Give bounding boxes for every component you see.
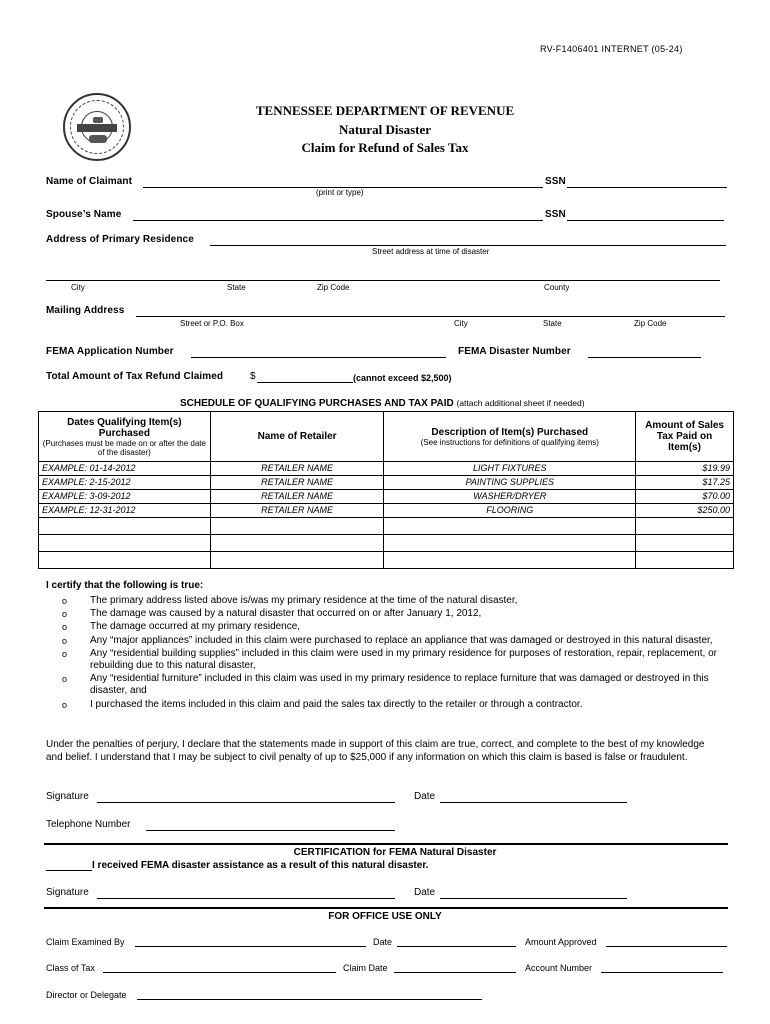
schedule-table	[38, 411, 734, 569]
list-item: Any “major appliances” included in this claim were purchased to replace an appliance that was damaged or destroyed in this natural disaster,	[90, 634, 713, 646]
divider	[44, 907, 728, 909]
table-cell: $70.00	[636, 490, 734, 504]
claim-date-field[interactable]	[394, 972, 516, 973]
list-item: Any “residential furniture” included in this claim was used in my primary residence to replace furniture that was damaged or destroyed in this disaster, and	[90, 673, 709, 697]
list-item: Any “residential building supplies” included in this claim were used in my primary residence for purposes of restoration, repair, replacement, or rebuilding due to this natural disaster,	[90, 647, 717, 672]
spouse-name-field[interactable]	[133, 220, 543, 221]
claimant-name-label: Name of Claimant	[46, 176, 133, 187]
table-input-cell[interactable]	[39, 535, 211, 552]
bullet-icon: o	[62, 635, 68, 646]
schedule-note: (attach additional sheet if needed)	[456, 398, 585, 408]
fema-cert-check-field[interactable]	[46, 870, 92, 871]
table-cell: EXAMPLE: 12-31-2012	[39, 504, 211, 518]
table-input-cell[interactable]	[39, 518, 211, 535]
residence-street-hint: Street address at time of disaster	[372, 247, 490, 256]
col-retailer-header: Name of Retailer	[210, 412, 384, 462]
list-item: The damage occurred at my primary residence,	[90, 621, 301, 633]
table-cell: RETAILER NAME	[210, 476, 384, 490]
table-cell: PAINTING SUPPLIES	[384, 476, 636, 490]
claimant-ssn-label: SSN	[545, 176, 566, 187]
fema-date-label: Date	[414, 887, 436, 898]
certify-heading: I certify that the following is true:	[46, 580, 204, 591]
telephone-field[interactable]	[146, 830, 395, 831]
bullet-icon: o	[62, 596, 68, 606]
table-input-cell[interactable]	[210, 518, 384, 535]
refund-amount-field[interactable]	[257, 382, 353, 383]
bullet-icon: o	[62, 609, 68, 620]
office-date-label: Date	[373, 937, 393, 947]
residence-city-line[interactable]	[46, 280, 720, 281]
divider	[44, 843, 728, 845]
class-label: Class of Tax	[46, 963, 95, 973]
form-code: RV-F1406401 INTERNET (05-24)	[540, 44, 683, 54]
approved-label: Amount Approved	[525, 937, 597, 947]
residence-city-hint: City	[71, 283, 85, 292]
table-cell: EXAMPLE: 2-15-2012	[39, 476, 211, 490]
fema-signature-label: Signature	[46, 887, 89, 898]
mailing-street-hint: Street or P.O. Box	[180, 319, 244, 328]
list-item: I purchased the items included in this claim and paid the sales tax directly to the retailer or through a contractor.	[90, 698, 583, 710]
department-title: TENNESSEE DEPARTMENT OF REVENUE	[255, 103, 515, 118]
signature-field[interactable]	[97, 802, 395, 803]
director-label: Director or Delegate	[46, 990, 127, 1000]
examined-label: Claim Examined By	[46, 937, 125, 947]
table-cell: EXAMPLE: 01-14-2012	[39, 462, 211, 476]
table-input-cell[interactable]	[210, 535, 384, 552]
table-input-cell[interactable]	[210, 552, 384, 569]
bullet-icon: o	[62, 648, 68, 659]
spouse-ssn-label: SSN	[545, 209, 566, 220]
fema-app-field[interactable]	[191, 357, 446, 358]
fema-cert-title: CERTIFICATION for FEMA Natural Disaster	[293, 847, 497, 858]
col-description-sub: (See instructions for definitions of qualifying items)	[420, 437, 599, 447]
office-title: FOR OFFICE USE ONLY	[328, 911, 442, 922]
list-item: The damage was caused by a natural disaster that occurred on or after January 1, 2012,	[90, 608, 482, 620]
list-item: The primary address listed above is/was my primary residence at the time of the natural disaster,	[90, 595, 518, 606]
schedule-title: SCHEDULE OF QUALIFYING PURCHASES AND TAX PAID	[180, 398, 454, 409]
table-cell: $17.25	[636, 476, 734, 490]
table-cell: RETAILER NAME	[210, 490, 384, 504]
mailing-city-hint: City	[454, 319, 468, 328]
fema-app-label: FEMA Application Number	[46, 346, 174, 357]
table-cell: RETAILER NAME	[210, 462, 384, 476]
fema-disaster-label: FEMA Disaster Number	[458, 346, 571, 357]
table-cell: LIGHT FIXTURES	[384, 462, 636, 476]
table-input-cell[interactable]	[636, 518, 734, 535]
approved-field[interactable]	[606, 946, 727, 947]
table-cell: $19.99	[636, 462, 734, 476]
mailing-zip-hint: Zip Code	[634, 319, 667, 328]
office-date-field[interactable]	[397, 946, 516, 947]
table-cell: $250.00	[636, 504, 734, 518]
perjury-statement: Under the penalties of perjury, I declare that the statements made in support of this claim are true, correct, and complete to the best of my knowledge and belief. I understand that I may be subject to civil penalty of up to $25,000 if any information on which this claim is based is false or fraudulent.	[46, 739, 705, 763]
table-cell: WASHER/DRYER	[384, 490, 636, 504]
table-input-cell[interactable]	[636, 535, 734, 552]
telephone-label: Telephone Number	[46, 819, 131, 830]
class-field[interactable]	[103, 972, 336, 973]
examined-field[interactable]	[135, 946, 366, 947]
fema-date-field[interactable]	[440, 898, 627, 899]
col-dates-sub: (Purchases must be made on or after the date of the disaster)	[42, 438, 206, 457]
table-cell: EXAMPLE: 3-09-2012	[39, 490, 211, 504]
date-label: Date	[414, 791, 436, 802]
table-cell: FLOORING	[384, 504, 636, 518]
schedule-heading	[180, 398, 585, 409]
form-title: Claim for Refund of Sales Tax	[301, 140, 469, 155]
claimant-ssn-field[interactable]	[567, 187, 727, 188]
signature-label: Signature	[46, 791, 89, 802]
mailing-state-hint: State	[543, 319, 562, 328]
spouse-ssn-field[interactable]	[567, 220, 724, 221]
table-input-cell[interactable]	[636, 552, 734, 569]
refund-label: Total Amount of Tax Refund Claimed	[46, 371, 224, 382]
residence-state-hint: State	[227, 283, 246, 292]
director-field[interactable]	[137, 999, 482, 1000]
certify-list	[62, 595, 722, 711]
col-amount-header: Amount of Sales Tax Paid on Item(s)	[636, 412, 734, 462]
claim-date-label: Claim Date	[343, 963, 388, 973]
form-subtitle: Natural Disaster	[338, 122, 432, 137]
residence-street-field[interactable]	[210, 245, 726, 246]
col-dates-header: Dates Qualifying Item(s) Purchased (Purchases must be made on or after the date of the disaster)	[39, 412, 211, 462]
account-field[interactable]	[601, 972, 723, 973]
residence-zip-hint: Zip Code	[317, 283, 350, 292]
residence-label: Address of Primary Residence	[46, 234, 194, 245]
print-hint: (print or type)	[316, 188, 364, 197]
bullet-icon: o	[62, 622, 68, 633]
date-field[interactable]	[440, 802, 627, 803]
fema-disaster-field[interactable]	[588, 357, 701, 358]
table-input-cell[interactable]	[39, 552, 211, 569]
refund-dollar: $	[250, 371, 256, 382]
bullet-icon: o	[62, 674, 68, 685]
bullet-icon: o	[62, 699, 68, 710]
table-cell: RETAILER NAME	[210, 504, 384, 518]
residence-county-hint: County	[544, 283, 570, 292]
fema-signature-field[interactable]	[97, 898, 395, 899]
table-input-cell[interactable]	[384, 535, 636, 552]
fema-cert-statement: I received FEMA disaster assistance as a result of this natural disaster.	[92, 860, 429, 871]
mailing-label: Mailing Address	[46, 305, 125, 316]
table-input-cell[interactable]	[384, 552, 636, 569]
mailing-address-field[interactable]	[136, 316, 725, 317]
account-label: Account Number	[525, 963, 593, 973]
col-description-header: Description of Item(s) Purchased (See instructions for definitions of qualifying items)	[384, 412, 636, 462]
spouse-name-label: Spouse’s Name	[46, 209, 122, 220]
table-input-cell[interactable]	[384, 518, 636, 535]
refund-cap: (cannot exceed $2,500)	[353, 373, 452, 383]
